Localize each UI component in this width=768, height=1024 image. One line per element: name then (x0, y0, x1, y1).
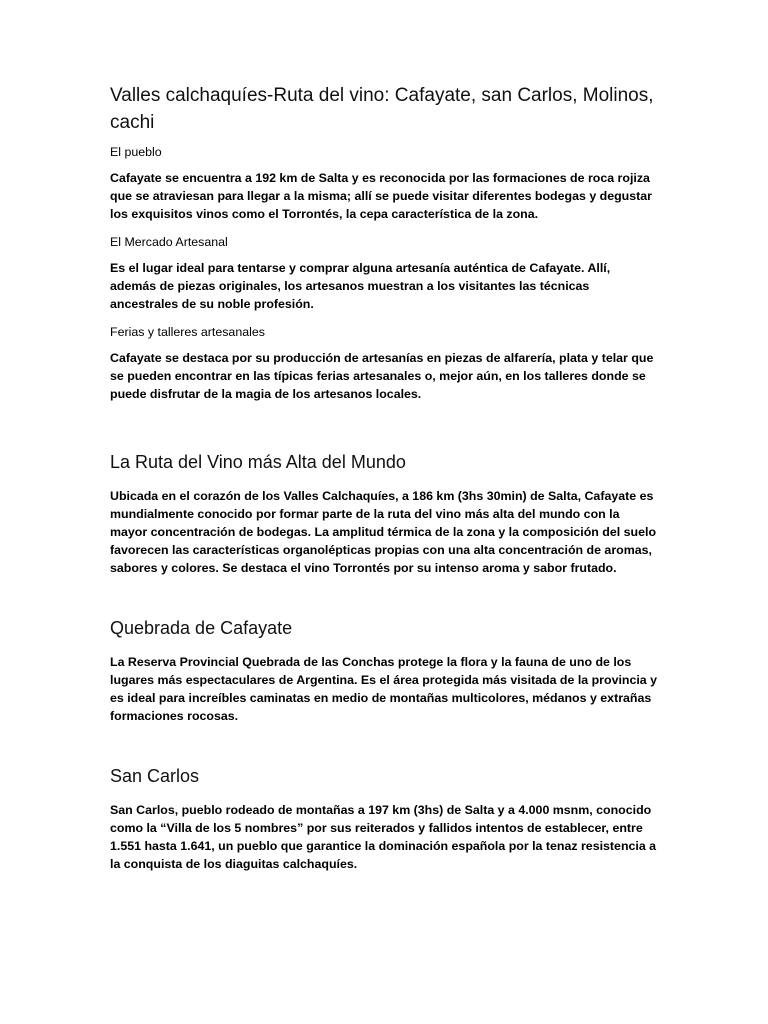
section-heading: Quebrada de Cafayate (110, 618, 293, 638)
section-paragraph: La Reserva Provincial Quebrada de las Conchas protege la flora y la fauna de uno de los lugares más espectaculares de Argentina. Es el área protegida más visitada de la provincia y es ideal para increíbles caminatas en medio de montañas multicolores, médanos y extrañas formaciones rocosas. (110, 655, 658, 723)
section-ruta-del-vino (110, 449, 658, 577)
intro-section-mercado-artesanal (110, 233, 658, 313)
spacer (110, 413, 658, 449)
document-title: Valles calchaquíes-Ruta del vino: Cafayate, san Carlos, Molinos, cachi (110, 85, 654, 133)
section-label: El pueblo (110, 145, 162, 159)
document-body (110, 82, 658, 883)
section-label: Ferias y talleres artesanales (110, 325, 265, 339)
section-paragraph: San Carlos, pueblo rodeado de montañas a 197 km (3hs) de Salta y a 4.000 msnm, conocido como la “Villa de los 5 nombres” por sus reiterados y fallidos intentos de establecer, entre 1.551 hasta 1.641, un pueblo que garantice la dominación española por la tenaz resistencia a la conquista de los diaguitas calchaquíes. (110, 803, 657, 871)
spacer (110, 587, 658, 615)
section-quebrada-de-cafayate (110, 615, 658, 725)
spacer (110, 735, 658, 763)
section-heading: La Ruta del Vino más Alta del Mundo (110, 452, 406, 472)
section-label: El Mercado Artesanal (110, 235, 228, 249)
section-heading: San Carlos (110, 766, 200, 786)
section-paragraph: Cafayate se encuentra a 192 km de Salta y es reconocida por las formaciones de roca rojiza que se atraviesan para llegar a la misma; allí se puede visitar diferentes bodegas y degustar los exquisitos vinos como el Torrontés, la cepa característica de la zona. (110, 171, 652, 221)
section-paragraph: Ubicada en el corazón de los Valles Calchaquíes, a 186 km (3hs 30min) de Salta, Cafayate es mundialmente conocido por formar parte de la ruta del vino más alta del mundo con la mayor concentración de bodegas. La amplitud térmica de la zona y la composición del suelo favorecen las características organolépticas propias con una alta concentración de aromas, sabores y colores. Se destaca el vino Torrontés por su intenso aroma y sabor frutado. (110, 489, 657, 575)
section-san-carlos (110, 763, 658, 873)
intro-section-el-pueblo (110, 143, 658, 223)
intro-section-ferias-talleres (110, 323, 658, 403)
section-paragraph: Cafayate se destaca por su producción de artesanías en piezas de alfarería, plata y telar que se pueden encontrar en las típicas ferias artesanales o, mejor aún, en los talleres donde se puede disfrutar de la magia de los artesanos locales. (110, 351, 654, 401)
section-paragraph: Es el lugar ideal para tentarse y comprar alguna artesanía auténtica de Cafayate. Allí, además de piezas originales, los artesanos muestran a los visitantes las técnicas ancestrales de su noble profesión. (110, 261, 611, 311)
